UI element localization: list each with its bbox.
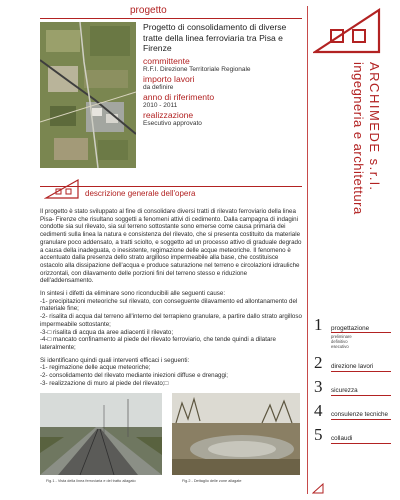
intervention-item: -2- consolidamento del rilevato mediante iniezioni diffuse e drenaggi; — [40, 372, 229, 380]
nav-underline — [331, 395, 391, 396]
nav-item-consulenze-tecniche[interactable] — [314, 401, 394, 428]
anno-label: anno di riferimento — [143, 91, 215, 102]
nav-item-progettazione[interactable] — [314, 315, 394, 356]
description-paragraph: Il progetto è stato sviluppato al fine di consolidare diversi tratti di rilevato ferroviario della linea Pisa- Firenze che risultano soggetti a fenomeni attivi di cedimento. Dalla campagna di indagini condotte sia sul rilevato, sia sul terreno sottostante sono emerse come causa primaria dei cedimenti sulla linea la natura e consistenza del rilevato, che si presenta costituito da materiale granulare poco addensato, a tratti sciolto, e soggetto ad un processo attivo di graduale degrado a causa della inadeguata, o inesistente, regimazione delle acque meteoriche. Il fenomeno è accentuato dalla presenza dello strato argilloso impermeabile alla base, che costituisce ostacolo alla dissipazione dell'acqua e produce saturazione nel terreno e circolazioni idrauliche orizzontali, con dilavamento delle porzioni fini del terreno stesso e riduzione dell'addensamento. — [40, 208, 302, 285]
nav-number: 5 — [314, 425, 323, 444]
nav-item-collaudi[interactable] — [314, 425, 394, 452]
intervention-item: -3- realizzazione di muro al piede del rilevato;□ — [40, 379, 169, 387]
nav-item-direzione-lavori[interactable] — [314, 353, 394, 380]
importo-label: importo lavori — [143, 73, 195, 84]
section-divider — [40, 186, 302, 187]
nav-label: progettazione — [331, 325, 370, 332]
realizzazione-value: Esecutivo approvato — [143, 119, 202, 127]
committente-label: committente — [143, 55, 190, 66]
cause-item: -4-□ mancato confinamento al piede del rilevato ferroviario, che tende quindi a dilatare lateralmente; — [40, 336, 276, 351]
nav-underline — [331, 443, 391, 444]
interventions-intro: Si identificano quindi quali interventi efficaci i seguenti: — [40, 356, 190, 364]
nav-label: direzione lavori — [331, 363, 374, 370]
description-body — [40, 208, 302, 387]
nav-label: consulenze tecniche — [331, 411, 389, 418]
header-divider — [40, 18, 302, 19]
nav-label: collaudi — [331, 435, 353, 442]
committente-value: R.F.I. Direzione Territoriale Regionale — [143, 65, 251, 73]
nav-label: sicurezza — [331, 387, 358, 394]
project-info — [143, 22, 303, 128]
photo-caption: Fig.2 - Dettaglio delle zone allagate — [182, 479, 242, 483]
services-nav — [314, 315, 394, 452]
nav-number: 4 — [314, 401, 323, 420]
anno-value: 2010 - 2011 — [143, 101, 178, 109]
brand-name: ARCHIMEDE s.r.l. — [367, 62, 382, 192]
railway-photo — [40, 393, 162, 475]
nav-number: 1 — [314, 315, 323, 334]
nav-item-sicurezza[interactable] — [314, 377, 394, 404]
nav-underline — [331, 419, 391, 420]
aerial-photo-graphic — [40, 22, 136, 168]
nav-sublabel: preliminare definitivo esecutivo — [331, 334, 352, 349]
causes-intro: In sintesi i difetti da eliminare sono riconducibili alle seguenti cause: — [40, 290, 226, 298]
realizzazione-label: realizzazione — [143, 109, 194, 120]
railway-photo-graphic — [40, 393, 162, 475]
cause-item: -1- precipitazioni meteoriche sul rilevato, con conseguente dilavamento ed allontanamento del materiale fine; — [40, 297, 298, 313]
aerial-photo — [40, 22, 136, 168]
nav-number: 3 — [314, 377, 323, 396]
archimede-logo-icon — [313, 8, 383, 54]
nav-underline — [331, 371, 391, 372]
importo-value: da definire — [143, 83, 174, 91]
project-title: Progetto di consolidamento di diverse tratte della linea ferroviaria tra Pisa e Firenze — [143, 22, 287, 53]
cause-item: -3-□ risalita di acqua da aree adiacenti il rilevato; — [40, 328, 174, 336]
photo-caption: Fig.1 - Vista della linea ferroviaria e del tratto allagato — [46, 479, 136, 483]
section-logo-icon — [44, 178, 82, 200]
flood-photo-graphic — [172, 393, 300, 475]
brand-tagline: ingegneria e architettura — [351, 62, 366, 215]
nav-number: 2 — [314, 353, 323, 372]
vertical-divider — [307, 6, 308, 494]
nav-underline — [331, 332, 391, 333]
cause-item: -2- risalita di acqua dal terreno all'interno del terrapieno granulare, a partire dallo strato argilloso impermeabile sottostante; — [40, 313, 302, 328]
page-section-title: progetto — [130, 5, 167, 16]
flood-photo — [172, 393, 300, 475]
brand-vertical — [312, 62, 382, 302]
intervention-item: -1- regimazione delle acque meteoriche; — [40, 364, 151, 372]
section-title: descrizione generale dell'opera — [85, 189, 196, 198]
corner-triangle-icon — [312, 482, 324, 494]
